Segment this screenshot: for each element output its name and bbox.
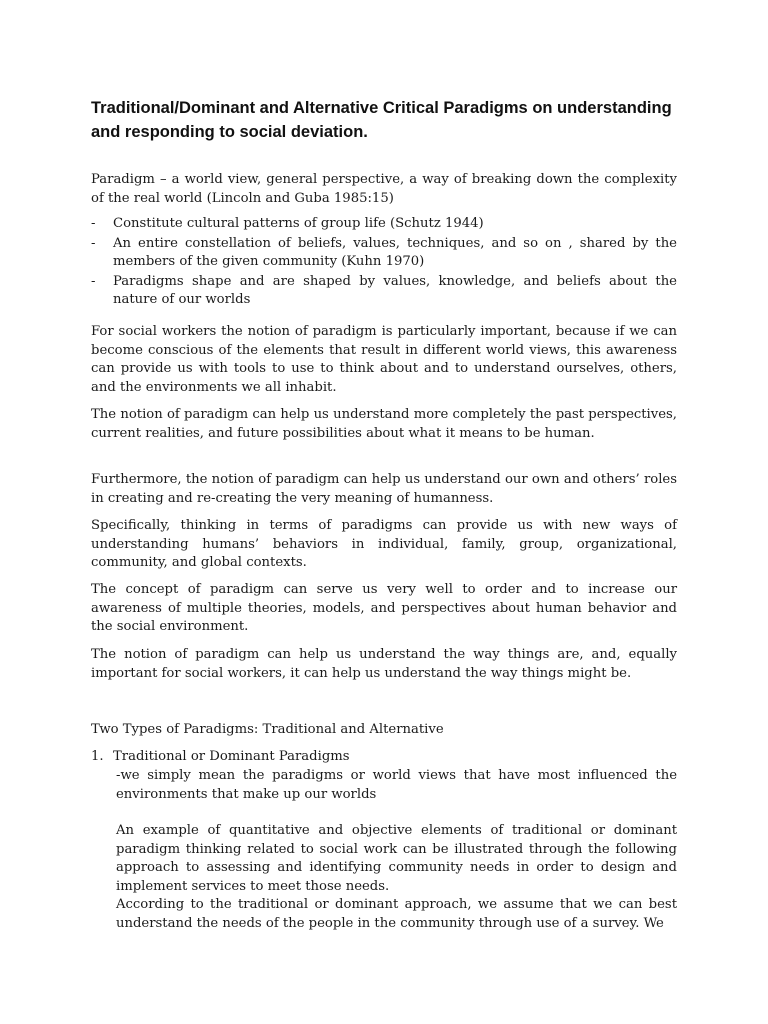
paragraph: For social workers the notion of paradigm is particularly important, because if we can become conscious of the elements that result in different world views, this awareness can provide us with tools to use to think about and to understand ourselves, others, and the environments we all inhabit. <box>91 324 677 395</box>
paragraph: The notion of paradigm can help us understand the way things are, and, equally important for social workers, it can help us understand the way things might be. <box>91 647 677 681</box>
paragraph: Specifically, thinking in terms of paradigms can provide us with new ways of understanding humans’ behaviors in individual, family, group, organizational, community, and global contexts. <box>91 518 677 570</box>
paragraph: The concept of paradigm can serve us very well to order and to increase our awareness of multiple theories, models, and perspectives about human behavior and the social environment. <box>91 582 677 634</box>
bullet-marker: - <box>91 273 96 289</box>
item-number: 1. <box>91 749 104 764</box>
item-continuation: According to the traditional or dominant approach, we assume that we can best understand the needs of the people in the community through use of a survey. We <box>116 897 677 931</box>
item-label: Traditional or Dominant Paradigms <box>113 749 350 764</box>
item-example: An example of quantitative and objective elements of traditional or dominant paradigm thinking related to social work can be illustrated through the following approach to assessing and identifying community needs in order to design and implement services to meet those needs. <box>116 823 677 894</box>
bullet-text: An entire constellation of beliefs, values, techniques, and so on , shared by the members of the given community (Kuhn 1970) <box>113 235 677 269</box>
paradigm-definition: Paradigm – a world view, general perspective, a way of breaking down the complexity of the real world (Lincoln and Guba 1985:15) <box>91 172 677 206</box>
bullet-text: Constitute cultural patterns of group life (Schutz 1944) <box>113 216 484 231</box>
bullet-item <box>91 273 677 310</box>
bullet-marker: - <box>91 216 96 231</box>
numbered-item <box>91 748 677 767</box>
paragraph: Furthermore, the notion of paradigm can help us understand our own and others’ roles in creating and re-creating the very meaning of humanness. <box>91 472 677 506</box>
bullet-text: Paradigms shape and are shaped by values, knowledge, and beliefs about the nature of our worlds <box>113 273 677 307</box>
bullet-item <box>91 215 677 234</box>
item-definition: -we simply mean the paradigms or world views that have most influenced the environments that make up our worlds <box>116 768 677 802</box>
section-heading: Two Types of Paradigms: Traditional and Alternative <box>91 722 444 737</box>
bullet-item <box>91 235 677 272</box>
document-title: Traditional/Dominant and Alternative Critical Paradigms on understanding and responding to social deviation. <box>91 99 672 141</box>
bullet-list <box>91 215 677 311</box>
paragraph: The notion of paradigm can help us understand more completely the past perspectives, current realities, and future possibilities about what it means to be human. <box>91 407 677 441</box>
bullet-marker: - <box>91 235 96 251</box>
